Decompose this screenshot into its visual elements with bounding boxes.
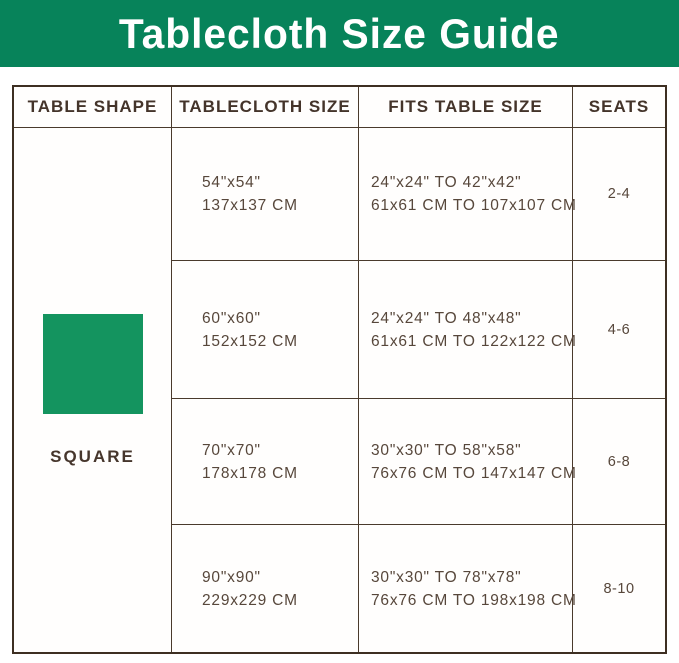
fits-cm: 76x76 CM TO 147x147 CM	[371, 464, 577, 482]
fits-inches: 24"x24" TO 42"x42"	[371, 174, 522, 191]
table-row-3-tablecloth-size	[172, 399, 359, 525]
column-header-fits-table-size: FITS TABLE SIZE	[359, 87, 573, 128]
table-row-2-fits-table-size	[359, 261, 577, 399]
table-row-3-fits-table-size	[359, 399, 577, 525]
size-inches: 90"x90"	[202, 568, 261, 586]
column-header-table-shape: TABLE SHAPE	[14, 87, 172, 128]
table-row-4-seats: 8-10	[603, 580, 635, 597]
fits-cm: 76x76 CM TO 198x198 CM	[371, 591, 577, 609]
fits-inches: 30"x30" TO 78"x78"	[371, 568, 522, 586]
fits-cm: 61x61 CM TO 122x122 CM	[371, 332, 577, 350]
fits-inches: 30"x30" TO 58"x58"	[371, 441, 522, 459]
table-shape-cell	[14, 128, 172, 652]
table-row-4-tablecloth-size	[172, 525, 359, 652]
column-header-tablecloth-size: TABLECLOTH SIZE	[172, 87, 359, 128]
table-row-2-seats: 4-6	[573, 261, 665, 399]
column-header-seats: SEATS	[573, 87, 665, 128]
table-row-1-seats: 2-4	[573, 128, 665, 261]
size-cm: 137x137 CM	[202, 197, 298, 214]
table-row-4-fits-table-size	[359, 525, 577, 652]
table-row-2-tablecloth-size	[172, 261, 359, 399]
shape-label: SQUARE	[50, 446, 135, 466]
size-inches: 60"x60"	[202, 309, 261, 327]
square-shape-swatch	[43, 314, 143, 414]
table-row-3-seats: 6-8	[573, 399, 665, 525]
title-banner	[0, 0, 679, 67]
fits-cm: 61x61 CM TO 107x107 CM	[371, 197, 577, 214]
size-cm: 152x152 CM	[202, 332, 298, 350]
table-row-1-fits-table-size	[359, 128, 577, 261]
page-title: Tablecloth Size Guide	[119, 9, 560, 57]
size-cm: 229x229 CM	[202, 591, 298, 609]
table-row-1-tablecloth-size	[172, 128, 359, 261]
size-inches: 54"x54"	[202, 174, 261, 191]
size-inches: 70"x70"	[202, 441, 261, 459]
size-cm: 178x178 CM	[202, 464, 298, 482]
size-guide-table	[12, 85, 667, 654]
fits-inches: 24"x24" TO 48"x48"	[371, 309, 522, 327]
